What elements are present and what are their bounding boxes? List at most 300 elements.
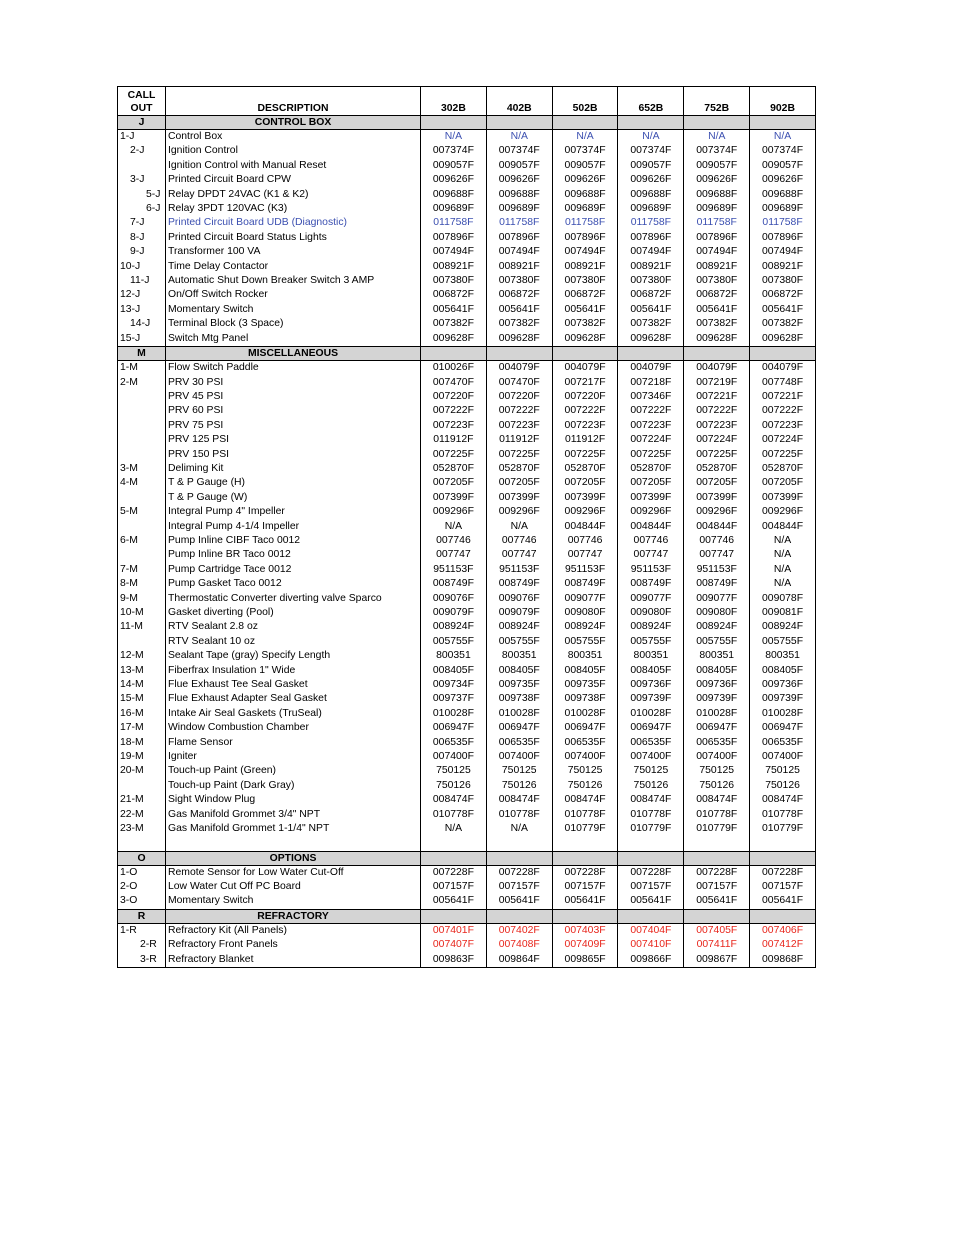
callout-cell: 9-J [118,245,166,259]
callout-cell [118,548,166,562]
table-row [118,606,816,620]
part-number-752b: 007747 [684,548,750,562]
part-number-902b: 007399F [750,491,816,505]
part-number-652b: 007228F [618,865,684,880]
description-cell: Flow Switch Paddle [166,361,421,376]
table-row [118,793,816,807]
section-empty-cell [684,347,750,361]
part-number-652b: 011758F [618,216,684,230]
callout-cell: 6-M [118,534,166,548]
part-number-402b: 007382F [486,317,552,331]
part-number-652b: N/A [618,130,684,145]
part-number-902b: 008921F [750,260,816,274]
part-number-402b: 007402F [486,923,552,938]
table-row [118,548,816,562]
table-row [118,390,816,404]
description-cell: T & P Gauge (H) [166,476,421,490]
part-number-652b: 007404F [618,923,684,938]
table-row [118,216,816,230]
part-number-752b: 007228F [684,865,750,880]
section-empty-cell [684,909,750,923]
part-number-652b: 006947F [618,721,684,735]
part-number-652b: 005641F [618,303,684,317]
description-cell: Momentary Switch [166,894,421,909]
part-number-502b: 007747 [552,548,618,562]
part-number-652b: 750125 [618,764,684,778]
callout-cell: 23-M [118,822,166,836]
description-cell: Flue Exhaust Adapter Seal Gasket [166,692,421,706]
section-empty-cell [684,851,750,865]
part-number-652b: 007223F [618,419,684,433]
part-number-502b: 007222F [552,404,618,418]
callout-cell: 8-J [118,231,166,245]
part-number-302b: 007746 [421,534,487,548]
part-number-652b: 007218F [618,376,684,390]
blank-cell [486,837,552,852]
table-row [118,764,816,778]
part-number-752b: 009626F [684,173,750,187]
section-empty-cell [618,116,684,130]
section-title: MISCELLANEOUS [166,347,421,361]
part-number-402b: 005641F [486,303,552,317]
part-number-502b: 011758F [552,216,618,230]
part-number-902b: 750125 [750,764,816,778]
part-number-502b: 007225F [552,448,618,462]
section-empty-cell [750,909,816,923]
part-number-902b: 009739F [750,692,816,706]
callout-cell [118,779,166,793]
section-empty-cell [750,851,816,865]
table-row [118,808,816,822]
part-number-502b: 008474F [552,793,618,807]
part-number-502b: 004079F [552,361,618,376]
callout-cell: 1-M [118,361,166,376]
part-number-402b: 951153F [486,563,552,577]
callout-cell: 21-M [118,793,166,807]
part-number-902b: 007896F [750,231,816,245]
table-row [118,448,816,462]
section-code: R [118,909,166,923]
part-number-502b: 007746 [552,534,618,548]
part-number-402b: 011758F [486,216,552,230]
part-number-502b: 008405F [552,664,618,678]
part-number-302b: 007220F [421,390,487,404]
part-number-902b: 007406F [750,923,816,938]
part-number-302b: 007223F [421,419,487,433]
part-number-752b: 009628F [684,332,750,347]
section-header-o [118,851,816,865]
part-number-302b: N/A [421,822,487,836]
section-header-r [118,909,816,923]
part-number-652b: 008921F [618,260,684,274]
table-row [118,303,816,317]
part-number-652b: 007896F [618,231,684,245]
part-number-402b: 006947F [486,721,552,735]
table-row [118,865,816,880]
section-empty-cell [421,909,487,923]
table-row [118,707,816,721]
part-number-652b: 010028F [618,707,684,721]
callout-cell: 11-J [118,274,166,288]
part-number-652b: 007157F [618,880,684,894]
part-number-402b: 007896F [486,231,552,245]
part-number-902b: 008474F [750,793,816,807]
part-number-502b: 007223F [552,419,618,433]
part-number-402b: 008921F [486,260,552,274]
part-number-752b: 007411F [684,938,750,952]
part-number-652b: 750126 [618,779,684,793]
part-number-652b: 008474F [618,793,684,807]
description-cell: Relay 3PDT 120VAC (K3) [166,202,421,216]
table-row [118,274,816,288]
description-cell: Time Delay Contactor [166,260,421,274]
description-cell: Pump Cartridge Tace 0012 [166,563,421,577]
part-number-302b: 007222F [421,404,487,418]
model-header-402b: 402B [486,87,552,116]
part-number-752b: 008924F [684,620,750,634]
callout-cell: 5-J [118,188,166,202]
part-number-752b: 007225F [684,448,750,462]
part-number-652b: 007205F [618,476,684,490]
part-number-502b: 007217F [552,376,618,390]
table-row [118,894,816,909]
part-number-652b: 009628F [618,332,684,347]
description-cell: On/Off Switch Rocker [166,288,421,302]
callout-cell: 13-J [118,303,166,317]
table-row [118,620,816,634]
table-row [118,202,816,216]
part-number-902b: 006872F [750,288,816,302]
part-number-752b: 008921F [684,260,750,274]
part-number-752b: 009689F [684,202,750,216]
callout-cell: 20-M [118,764,166,778]
part-number-502b: 010779F [552,822,618,836]
table-row [118,462,816,476]
table-row [118,649,816,663]
callout-cell: 10-J [118,260,166,274]
table-row [118,577,816,591]
part-number-302b: 007401F [421,923,487,938]
part-number-502b: 951153F [552,563,618,577]
part-number-652b: 007399F [618,491,684,505]
description-cell: Refractory Blanket [166,953,421,968]
description-cell: PRV 150 PSI [166,448,421,462]
part-number-752b: 008474F [684,793,750,807]
part-number-902b: 007157F [750,880,816,894]
callout-cell: 3-M [118,462,166,476]
description-cell: RTV Sealant 2.8 oz [166,620,421,634]
callout-cell [118,433,166,447]
part-number-652b: 009626F [618,173,684,187]
part-number-302b: 007228F [421,865,487,880]
part-number-652b: 006872F [618,288,684,302]
section-empty-cell [552,909,618,923]
part-number-402b: 009735F [486,678,552,692]
part-number-302b: 007896F [421,231,487,245]
part-number-502b: 010778F [552,808,618,822]
table-row [118,635,816,649]
section-empty-cell [421,116,487,130]
parts-table-body [118,116,816,968]
part-number-902b: 008924F [750,620,816,634]
part-number-402b: 007205F [486,476,552,490]
part-number-502b: 005641F [552,894,618,909]
section-empty-cell [552,851,618,865]
description-cell: PRV 125 PSI [166,433,421,447]
description-cell: PRV 75 PSI [166,419,421,433]
part-number-502b: 005755F [552,635,618,649]
part-number-652b: 009688F [618,188,684,202]
model-header-652b: 652B [618,87,684,116]
part-number-302b: 008921F [421,260,487,274]
description-cell: Momentary Switch [166,303,421,317]
part-number-302b: 010026F [421,361,487,376]
part-number-652b: 007374F [618,144,684,158]
table-row [118,376,816,390]
part-number-502b: 009626F [552,173,618,187]
part-number-402b: 011912F [486,433,552,447]
part-number-752b: 008749F [684,577,750,591]
section-empty-cell [421,851,487,865]
part-number-302b: 009628F [421,332,487,347]
part-number-402b: 007746 [486,534,552,548]
part-number-302b: 750125 [421,764,487,778]
part-number-902b: 005641F [750,894,816,909]
callout-cell: 17-M [118,721,166,735]
part-number-502b: 800351 [552,649,618,663]
part-number-652b: 009077F [618,592,684,606]
part-number-402b: 009079F [486,606,552,620]
part-number-502b: 009296F [552,505,618,519]
part-number-752b: 007405F [684,923,750,938]
part-number-302b: 007382F [421,317,487,331]
part-number-402b: 009864F [486,953,552,968]
part-number-502b: 007896F [552,231,618,245]
section-code: M [118,347,166,361]
section-empty-cell [552,116,618,130]
part-number-652b: 009080F [618,606,684,620]
description-header: DESCRIPTION [166,87,421,116]
callout-cell [118,159,166,173]
part-number-652b: 007224F [618,433,684,447]
section-title: CONTROL BOX [166,116,421,130]
part-number-402b: 009626F [486,173,552,187]
part-number-502b: 006872F [552,288,618,302]
description-cell: Gas Manifold Grommet 1-1/4" NPT [166,822,421,836]
part-number-402b: 007222F [486,404,552,418]
callout-cell: 7-J [118,216,166,230]
table-row [118,678,816,692]
part-number-652b: 009296F [618,505,684,519]
part-number-302b: 007747 [421,548,487,562]
section-header-m [118,347,816,361]
part-number-902b: N/A [750,577,816,591]
part-number-752b: 009080F [684,606,750,620]
callout-cell: 15-M [118,692,166,706]
part-number-752b: 005641F [684,894,750,909]
part-number-402b: 007747 [486,548,552,562]
part-number-902b: 008405F [750,664,816,678]
part-number-902b: 800351 [750,649,816,663]
part-number-652b: 007380F [618,274,684,288]
part-number-752b: 007157F [684,880,750,894]
section-empty-cell [750,116,816,130]
part-number-902b: 009628F [750,332,816,347]
part-number-752b: 006872F [684,288,750,302]
callout-cell: 15-J [118,332,166,347]
part-number-302b: 006947F [421,721,487,735]
description-cell: Sight Window Plug [166,793,421,807]
part-number-402b: 007494F [486,245,552,259]
part-number-652b: 009736F [618,678,684,692]
part-number-302b: N/A [421,130,487,145]
callout-cell: 12-M [118,649,166,663]
part-number-902b: 009688F [750,188,816,202]
part-number-502b: 009738F [552,692,618,706]
description-cell: Transformer 100 VA [166,245,421,259]
part-number-902b: 007494F [750,245,816,259]
part-number-302b: 009734F [421,678,487,692]
description-cell: Printed Circuit Board UDB (Diagnostic) [166,216,421,230]
part-number-502b: 052870F [552,462,618,476]
description-cell: Relay DPDT 24VAC (K1 & K2) [166,188,421,202]
part-number-652b: 010778F [618,808,684,822]
part-number-302b: 007157F [421,880,487,894]
callout-cell: 3-J [118,173,166,187]
table-row [118,260,816,274]
part-number-902b: 007205F [750,476,816,490]
callout-cell: 1-O [118,865,166,880]
part-number-302b: 009626F [421,173,487,187]
table-row [118,750,816,764]
part-number-652b: 007746 [618,534,684,548]
part-number-652b: 007346F [618,390,684,404]
part-number-902b: 004844F [750,520,816,534]
part-number-752b: 007222F [684,404,750,418]
table-row [118,491,816,505]
part-number-502b: 009688F [552,188,618,202]
part-number-402b: 007228F [486,865,552,880]
part-number-752b: 007382F [684,317,750,331]
part-number-302b: 052870F [421,462,487,476]
part-number-502b: 007400F [552,750,618,764]
part-number-302b: 800351 [421,649,487,663]
part-number-902b: 009081F [750,606,816,620]
part-number-302b: 009688F [421,188,487,202]
part-number-402b: 006535F [486,736,552,750]
part-number-402b: 009296F [486,505,552,519]
part-number-402b: 007400F [486,750,552,764]
description-cell: Switch Mtg Panel [166,332,421,347]
description-cell: Pump Inline CIBF Taco 0012 [166,534,421,548]
part-number-502b: 009735F [552,678,618,692]
description-cell: Fiberfrax Insulation 1" Wide [166,664,421,678]
part-number-402b: 750126 [486,779,552,793]
table-row [118,880,816,894]
part-number-302b: 007470F [421,376,487,390]
part-number-402b: 007470F [486,376,552,390]
part-number-502b: 007205F [552,476,618,490]
part-number-402b: 007408F [486,938,552,952]
callout-cell: 10-M [118,606,166,620]
part-number-502b: 750125 [552,764,618,778]
description-cell: Flame Sensor [166,736,421,750]
part-number-752b: 009739F [684,692,750,706]
part-number-652b: 005641F [618,894,684,909]
callout-cell: 7-M [118,563,166,577]
part-number-302b: 009296F [421,505,487,519]
part-number-502b: 007409F [552,938,618,952]
part-number-502b: 006947F [552,721,618,735]
table-row [118,245,816,259]
callout-cell: 18-M [118,736,166,750]
description-cell: Ignition Control with Manual Reset [166,159,421,173]
part-number-902b: 010028F [750,707,816,721]
part-number-402b: N/A [486,520,552,534]
part-number-752b: 052870F [684,462,750,476]
part-number-902b: 007223F [750,419,816,433]
part-number-302b: 009689F [421,202,487,216]
part-number-752b: 004844F [684,520,750,534]
callout-cell [118,448,166,462]
section-empty-cell [486,851,552,865]
part-number-402b: 009688F [486,188,552,202]
part-number-502b: 007382F [552,317,618,331]
part-number-902b: 007412F [750,938,816,952]
part-number-402b: 009057F [486,159,552,173]
part-number-402b: 008749F [486,577,552,591]
part-number-502b: 007399F [552,491,618,505]
section-header-j [118,116,816,130]
part-number-652b: 009866F [618,953,684,968]
description-cell: Igniter [166,750,421,764]
part-number-502b: 007228F [552,865,618,880]
table-row [118,317,816,331]
callout-cell: 11-M [118,620,166,634]
part-number-402b: 004079F [486,361,552,376]
part-number-302b: 006535F [421,736,487,750]
part-number-752b: 007494F [684,245,750,259]
part-number-902b: 007225F [750,448,816,462]
callout-cell: 2-J [118,144,166,158]
table-row [118,736,816,750]
callout-cell: 2-R [118,938,166,952]
part-number-902b: 011758F [750,216,816,230]
part-number-402b: 007399F [486,491,552,505]
part-number-652b: 007225F [618,448,684,462]
description-cell: Refractory Front Panels [166,938,421,952]
part-number-752b: 011758F [684,216,750,230]
part-number-502b: 007494F [552,245,618,259]
part-number-902b: 010779F [750,822,816,836]
part-number-902b: 007374F [750,144,816,158]
part-number-752b: 007224F [684,433,750,447]
part-number-302b: 750126 [421,779,487,793]
part-number-402b: 009076F [486,592,552,606]
model-header-502b: 502B [552,87,618,116]
description-cell: Terminal Block (3 Space) [166,317,421,331]
callout-cell: 22-M [118,808,166,822]
callout-header [118,87,166,116]
part-number-402b: 750125 [486,764,552,778]
table-row [118,592,816,606]
callout-cell [118,491,166,505]
part-number-902b: 007228F [750,865,816,880]
part-number-652b: 009057F [618,159,684,173]
callout-cell: 1-J [118,130,166,145]
callout-cell: 9-M [118,592,166,606]
section-title: REFRACTORY [166,909,421,923]
